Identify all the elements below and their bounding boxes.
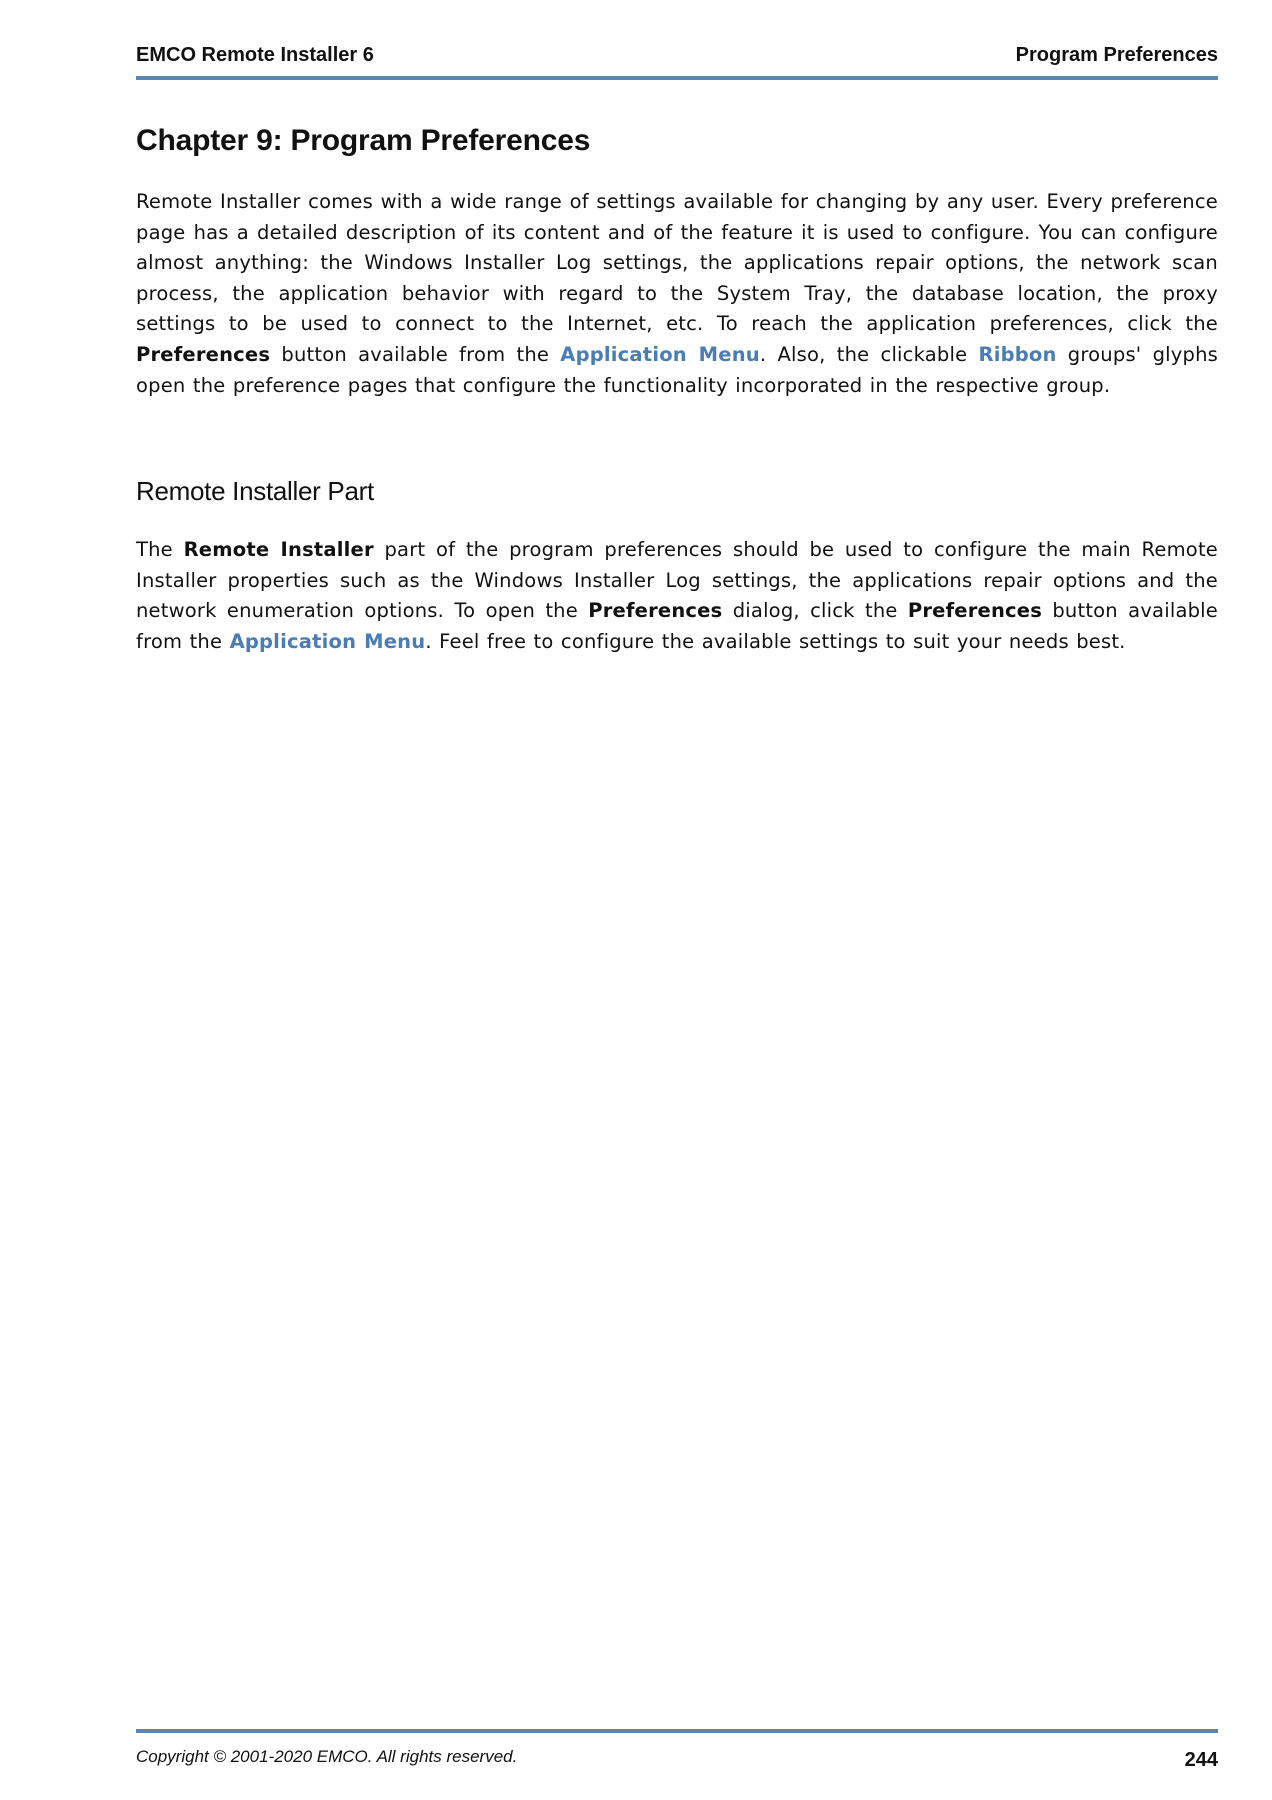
preferences-term: Preferences: [588, 599, 723, 623]
header-section-name: Program Preferences: [1015, 44, 1218, 66]
chapter-title: Chapter 9: Program Preferences: [136, 124, 591, 157]
chapter-intro-paragraph: [136, 187, 1218, 401]
copyright-notice: Copyright © 2001-2020 EMCO. All rights reserved.: [136, 1747, 518, 1766]
section-body-paragraph: [136, 535, 1218, 657]
page-number: 244: [1184, 1749, 1218, 1771]
text-run: button available from the: [136, 599, 1218, 653]
page-footer: [136, 1729, 1218, 1773]
page-header: [136, 42, 1218, 80]
text-run: The: [136, 538, 184, 561]
text-run: . Feel free to configure the available settings to suit your needs best.: [425, 629, 1126, 653]
application-menu-link[interactable]: Application Menu: [229, 629, 426, 653]
text-run: dialog, click the: [722, 599, 908, 623]
section-title: Remote Installer Part: [136, 476, 374, 506]
preferences-term: Preferences: [907, 599, 1043, 623]
text-run: button available from the: [270, 342, 561, 366]
text-run: Remote Installer comes with a wide range of settings available for changing by any user. Every preference page has a detailed description of its content and of the feature it is used to configure. You can configure almost anything: the Windows Installer Log settings, the applications repair options, the network scan process, the application behavior with regard to the System Tray, the database location, the proxy settings to be used to connect to the Internet, etc. To reach the application preferences, click the: [136, 190, 1218, 336]
ribbon-link[interactable]: Ribbon: [978, 342, 1057, 366]
text-run: groups' glyphs open the preference pages that configure the functionality incorporated in the respective group.: [136, 342, 1218, 397]
text-run: part of the program preferences should be used to configure the main Remote Installer properties such as the Windows Installer Log settings, the applications repair options and the network enumeration options. To open the: [136, 538, 1218, 623]
header-product-name: EMCO Remote Installer 6: [136, 44, 374, 66]
preferences-term: Preferences: [136, 342, 271, 366]
application-menu-link[interactable]: Application Menu: [560, 342, 760, 366]
text-run: . Also, the clickable: [759, 342, 979, 366]
remote-installer-term: Remote Installer: [183, 538, 374, 561]
